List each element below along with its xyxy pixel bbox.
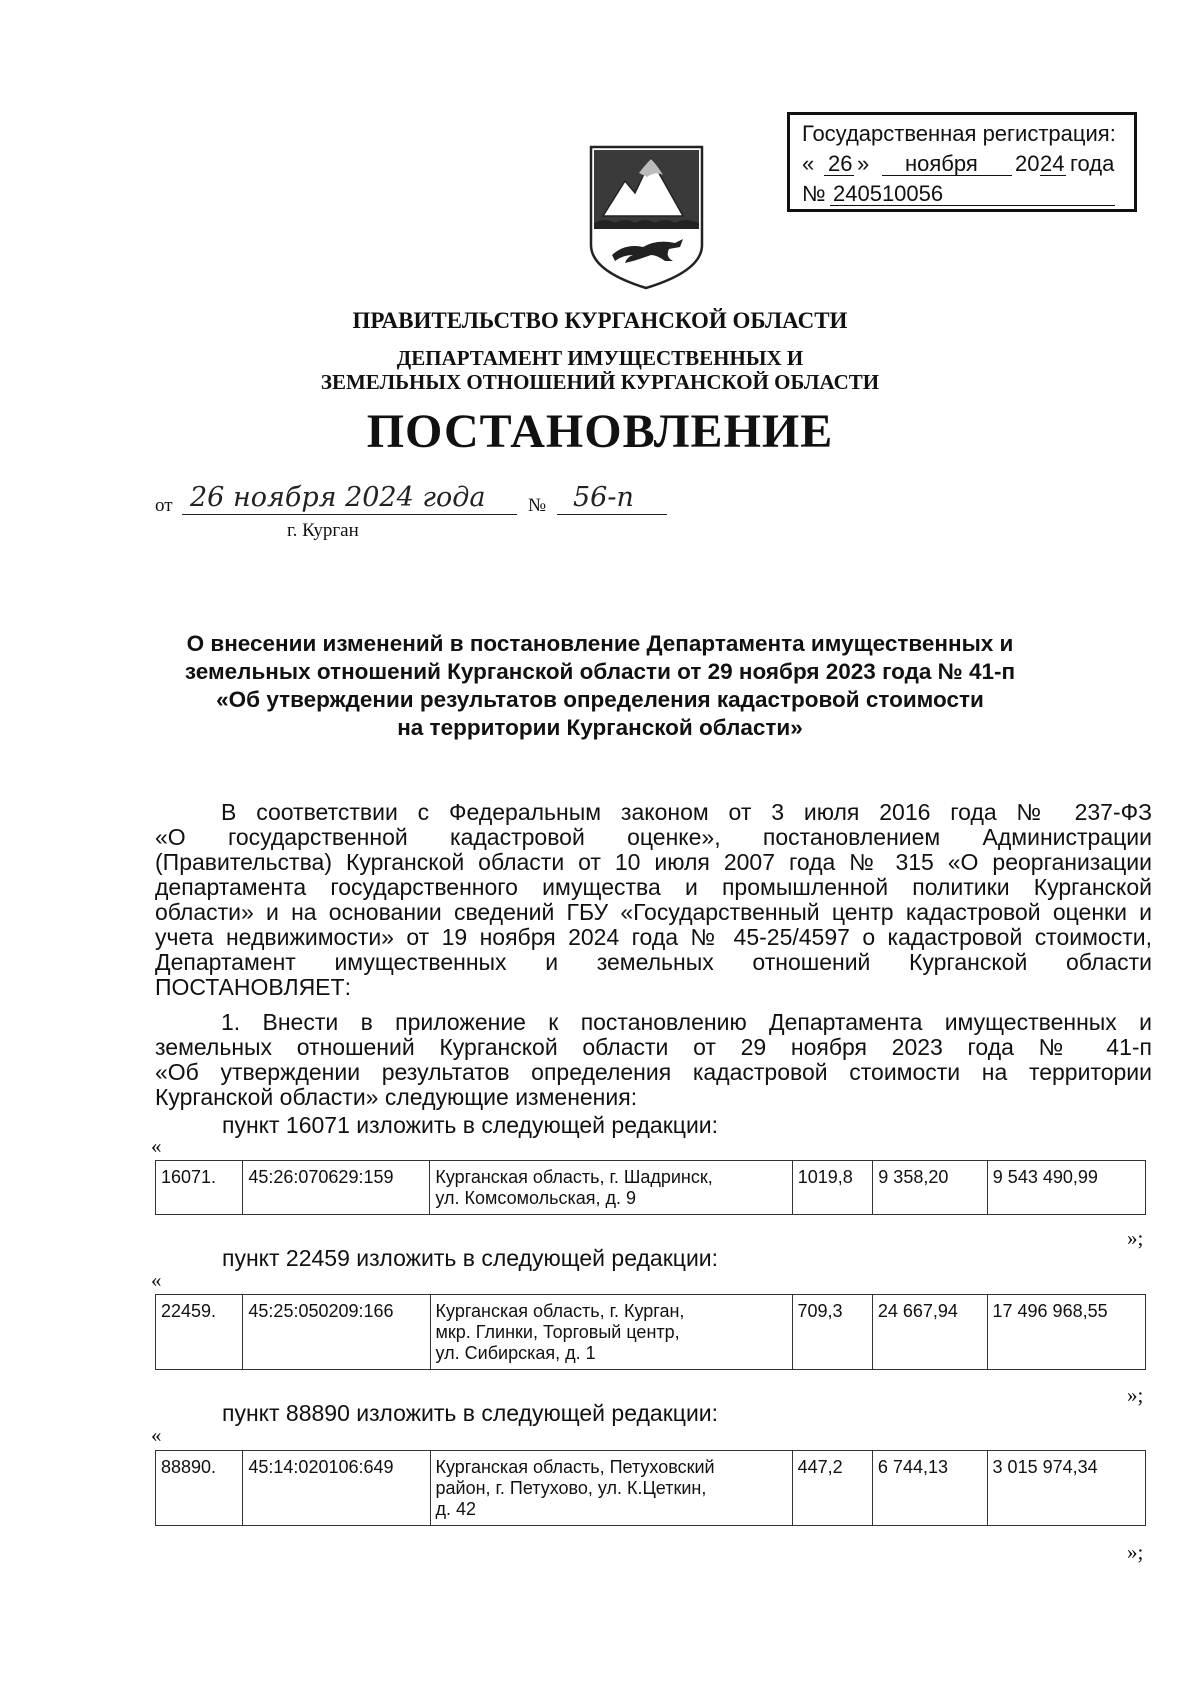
cadastral-number: 45:14:020106:649	[243, 1451, 430, 1526]
specific-value: 6 744,13	[872, 1451, 987, 1526]
preamble-line: В соответствии с Федеральным законом от 3 июля 2016 года № 237-ФЗ	[221, 799, 1152, 825]
registration-year-suffix: 24	[1040, 151, 1065, 176]
registration-number: 240510056	[833, 181, 944, 206]
date-number-line	[155, 482, 675, 550]
cadastral-number: 45:25:050209:166	[243, 1295, 430, 1370]
address	[430, 1161, 792, 1215]
clause-line: Курганской области» следующие изменения:	[155, 1084, 638, 1110]
subject-line-3: «Об утверждении результатов определения кадастровой стоимости	[216, 687, 984, 712]
registration-close-quote: »	[857, 151, 870, 176]
subject-line-4: на территории Курганской области»	[397, 715, 803, 740]
cadastral-number: 45:26:070629:159	[243, 1161, 430, 1215]
department-line-2: ЗЕМЕЛЬНЫХ ОТНОШЕНИЙ КУРГАНСКОЙ ОБЛАСТИ	[320, 370, 880, 394]
area: 709,3	[792, 1295, 872, 1370]
specific-value: 24 667,94	[872, 1295, 987, 1370]
clause-1-paragraph	[155, 1010, 1152, 1110]
address-line: Курганская область, Петуховский	[435, 1457, 715, 1477]
clause-line: 1. Внести в приложение к постановлению Департамента имущественных и	[221, 1009, 1152, 1035]
address-line: мкр. Глинки, Торговый центр,	[435, 1322, 680, 1342]
address-line: ул. Сибирская, д. 1	[435, 1343, 596, 1363]
preamble-line: «О государственной кадастровой оценке», постановлением Администрации	[155, 824, 1152, 850]
registration-title: Государственная регистрация:	[802, 121, 1116, 146]
row-number: 16071.	[156, 1161, 243, 1215]
address	[430, 1295, 792, 1370]
address-line: ул. Комсомольская, д. 9	[435, 1188, 637, 1208]
clause-line: «Об утверждении результатов определения кадастровой стоимости на территории	[155, 1059, 1152, 1085]
address-line: д. 42	[435, 1499, 477, 1519]
area: 447,2	[792, 1451, 872, 1526]
registration-stamp	[787, 112, 1137, 212]
number-handwritten: 56-п	[573, 482, 634, 513]
preamble-line: (Правительства) Курганской области от 10 июля 2007 года № 315 «О реорганизации	[155, 849, 1152, 875]
row-number: 88890.	[156, 1451, 243, 1526]
open-quote: «	[151, 1134, 162, 1158]
close-quote: »;	[1127, 1383, 1144, 1407]
cadastral-value: 3 015 974,34	[987, 1451, 1145, 1526]
specific-value: 9 358,20	[873, 1161, 988, 1215]
number-label: №	[528, 495, 547, 516]
registration-open-quote: «	[802, 151, 815, 176]
preamble-paragraph	[155, 800, 1152, 1000]
date-from-label: от	[155, 495, 173, 516]
table-row	[156, 1161, 1146, 1215]
amendment-heading: пункт 88890 изложить в следующей редакции:	[222, 1400, 719, 1426]
registration-number-label: №	[802, 181, 826, 206]
preamble-line: учета недвижимости» от 19 ноября 2024 года № 45-25/4597 о кадастровой стоимости,	[155, 924, 1152, 950]
registration-date	[802, 149, 1134, 179]
document-subject	[0, 630, 1200, 742]
amendment-table	[155, 1160, 1146, 1215]
subject-line-1: О внесении изменений в постановление Департамента имущественных и	[186, 631, 1014, 656]
registration-year-prefix: 20	[1015, 151, 1040, 176]
close-quote: »;	[1127, 1540, 1144, 1564]
date-handwritten: 26 ноября 2024 года	[190, 482, 486, 513]
registration-number-line	[802, 179, 1134, 209]
address	[430, 1451, 792, 1526]
preamble-line: департамента государственного имущества и промышленной политики Курганской	[155, 874, 1152, 900]
government-name: ПРАВИТЕЛЬСТВО КУРГАНСКОЙ ОБЛАСТИ	[352, 308, 848, 333]
open-quote: «	[151, 1268, 162, 1292]
open-quote: «	[151, 1423, 162, 1447]
subject-line-2: земельных отношений Курганской области от 29 ноября 2023 года № 41-п	[184, 659, 1016, 684]
table-row	[156, 1451, 1146, 1526]
preamble-line: области» и на основании сведений ГБУ «Государственный центр кадастровой оценки и	[155, 899, 1152, 925]
cadastral-value: 9 543 490,99	[987, 1161, 1145, 1215]
department-name	[0, 346, 1200, 394]
amendment-heading: пункт 16071 изложить в следующей редакции:	[222, 1112, 719, 1138]
area: 1019,8	[792, 1161, 873, 1215]
clause-line: земельных отношений Курганской области от 29 ноября 2023 года № 41-п	[155, 1034, 1152, 1060]
amendment-table	[155, 1450, 1146, 1526]
row-number: 22459.	[156, 1295, 243, 1370]
registration-day: 26	[828, 151, 853, 176]
coat-of-arms-icon	[585, 143, 708, 291]
preamble-line: Департамент имущественных и земельных отношений Курганской области	[155, 949, 1152, 975]
address-line: Курганская область, г. Шадринск,	[435, 1167, 713, 1187]
table-row	[156, 1295, 1146, 1370]
department-line-1: ДЕПАРТАМЕНТ ИМУЩЕСТВЕННЫХ И	[396, 346, 804, 370]
preamble-decision-word: ПОСТАНОВЛЯЕТ:	[155, 974, 351, 1000]
address-line: район, г. Петухово, ул. К.Цеткин,	[435, 1478, 707, 1498]
city-name: г. Курган	[287, 520, 359, 541]
amendment-table	[155, 1294, 1146, 1370]
address-line: Курганская область, г. Курган,	[435, 1301, 685, 1321]
amendment-heading: пункт 22459 изложить в следующей редакции:	[222, 1245, 719, 1271]
cadastral-value: 17 496 968,55	[987, 1295, 1146, 1370]
registration-month: ноября	[905, 151, 978, 176]
document-title: ПОСТАНОВЛЕНИЕ	[366, 405, 834, 458]
registration-year-word: года	[1070, 151, 1115, 176]
close-quote: »;	[1127, 1226, 1144, 1250]
